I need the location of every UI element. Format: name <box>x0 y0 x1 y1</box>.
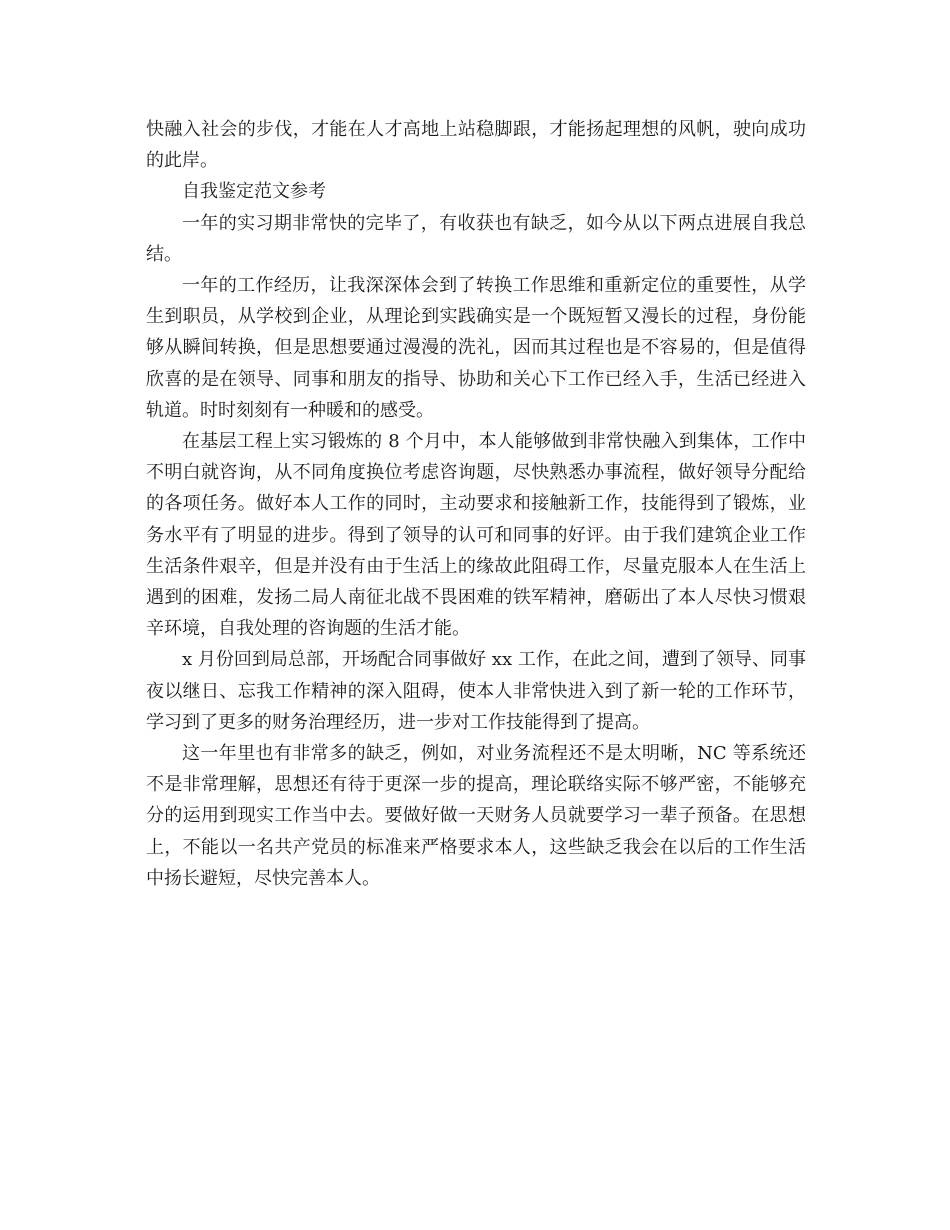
paragraph-experience: 一年的工作经历，让我深深体会到了转换工作思维和重新定位的重要性，从学生到职员，从学校到企业，从理论到实践确实是一个既短暂又漫长的过程，身份能够从瞬间转换，但是思想要通过漫漫的洗礼，因而其过程也是不容易的，但是值得欣喜的是在领导、同事和朋友的指导、协助和关心下工作已经入手，生活已经进入轨道。时时刻刻有一种暖和的感受。 <box>146 275 806 421</box>
paragraph-shortcomings: 这一年里也有非常多的缺乏，例如，对业务流程还不是太明晰，NC 等系统还不是非常理解，思想还有待于更深一步的提高，理论联络实际不够严密，不能够充分的运用到现实工作当中去。要做好做一天财务人员就要学习一辈子预备。在思想上，不能以一名共产党员的标准来严格要求本人，这些缺乏我会在以后的工作生活中扬长避短，尽快完善本人。 <box>146 743 806 889</box>
document-body <box>146 114 806 894</box>
paragraph-intro: 一年的实习期非常快的完毕了，有收获也有缺乏，如今从以下两点进展自我总结。 <box>146 212 806 265</box>
section-heading: 自我鉴定范文参考 <box>182 181 326 203</box>
paragraph-headquarters: x 月份回到局总部，开场配合同事做好 xx 工作，在此之间，遭到了领导、同事夜以继日、忘我工作精神的深入阻碍，使本人非常快进入到了新一轮的工作环节，学习到了更多的财务治理经历，进一步对工作技能得到了提高。 <box>146 649 806 733</box>
paragraph-training: 在基层工程上实习锻炼的 8 个月中，本人能够做到非常快融入到集体，工作中不明白就咨询，从不同角度换位考虑咨询题，尽快熟悉办事流程，做好领导分配给的各项任务。做好本人工作的同时，主动要求和接触新工作，技能得到了锻炼，业务水平有了明显的进步。得到了领导的认可和同事的好评。由于我们建筑企业工作生活条件艰辛，但是并没有由于生活上的缘故此阻碍工作，尽量克服本人在生活上遇到的困难，发扬二局人南征北战不畏困难的铁军精神，磨砺出了本人尽快习惯艰辛环境，自我处理的咨询题的生活才能。 <box>146 431 806 640</box>
paragraph-continuation: 快融入社会的步伐，才能在人才高地上站稳脚跟，才能扬起理想的风帆，驶向成功的此岸。 <box>146 119 806 172</box>
